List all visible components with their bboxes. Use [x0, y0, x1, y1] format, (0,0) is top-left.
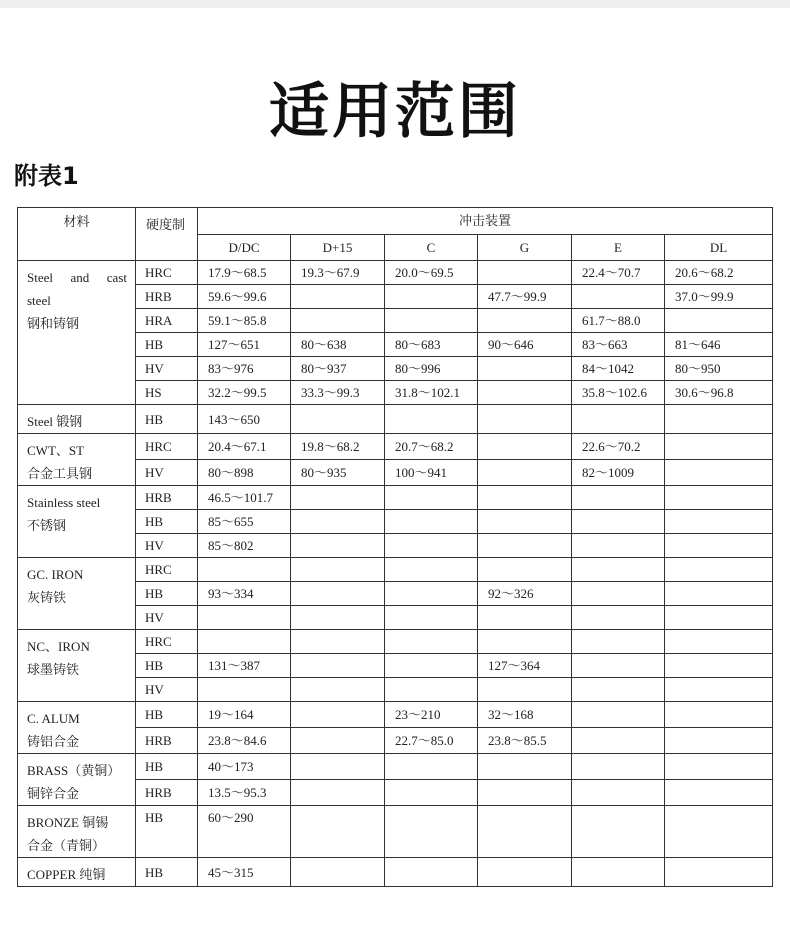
range-cell: [385, 534, 478, 558]
range-cell: 85～655: [198, 510, 291, 534]
range-cell: [385, 405, 478, 434]
range-cell: [572, 728, 665, 754]
range-cell: [385, 678, 478, 702]
hardness-scale-cell: HV: [136, 606, 198, 630]
range-cell: [385, 285, 478, 309]
range-cell: [478, 678, 572, 702]
range-cell: 22.6～70.2: [572, 434, 665, 460]
range-cell: [478, 405, 572, 434]
range-cell: [478, 780, 572, 806]
range-cell: [478, 630, 572, 654]
material-cell: [18, 434, 136, 486]
range-cell: [665, 858, 773, 887]
header-material: 材料: [18, 208, 136, 261]
range-cell: [665, 754, 773, 780]
material-cell: [18, 558, 136, 630]
range-cell: [478, 754, 572, 780]
range-cell: 84～1042: [572, 357, 665, 381]
hardness-scale-cell: HB: [136, 333, 198, 357]
range-cell: [665, 510, 773, 534]
range-cell: 80～996: [385, 357, 478, 381]
range-cell: 22.7～85.0: [385, 728, 478, 754]
range-cell: [385, 754, 478, 780]
range-cell: [385, 582, 478, 606]
range-cell: [665, 630, 773, 654]
header-hardness-scale: 硬度制: [136, 208, 198, 261]
material-label: CWT、ST: [27, 443, 85, 458]
range-cell: [478, 460, 572, 486]
range-cell: [291, 309, 385, 333]
range-cell: [385, 606, 478, 630]
hardness-scale-cell: HV: [136, 678, 198, 702]
material-cell: [18, 405, 136, 434]
range-cell: [572, 754, 665, 780]
material-label: 灰铸铁: [27, 590, 67, 605]
range-cell: [478, 534, 572, 558]
hardness-scale-cell: HB: [136, 654, 198, 678]
table-row: [18, 558, 773, 582]
range-cell: [572, 678, 665, 702]
range-cell: [572, 606, 665, 630]
hardness-scale-cell: HRC: [136, 261, 198, 285]
hardness-scale-cell: HRB: [136, 728, 198, 754]
range-cell: 131～387: [198, 654, 291, 678]
range-cell: 80～935: [291, 460, 385, 486]
range-cell: [198, 630, 291, 654]
range-cell: [385, 486, 478, 510]
range-cell: [572, 486, 665, 510]
material-label: C. ALUM: [27, 711, 80, 726]
range-cell: [572, 582, 665, 606]
range-cell: [291, 702, 385, 728]
hardness-scale-cell: HB: [136, 510, 198, 534]
range-cell: 23.8～84.6: [198, 728, 291, 754]
range-cell: [478, 510, 572, 534]
range-cell: [478, 806, 572, 858]
material-label: 钢和铸钢: [27, 316, 80, 331]
table-row: [18, 486, 773, 510]
table-row: [18, 806, 773, 858]
range-cell: [291, 534, 385, 558]
hardness-scale-cell: HRC: [136, 558, 198, 582]
range-cell: 32.2～99.5: [198, 381, 291, 405]
range-cell: [291, 654, 385, 678]
table-row: [18, 405, 773, 434]
range-cell: [572, 654, 665, 678]
hardness-scale-cell: HRC: [136, 630, 198, 654]
range-cell: [478, 309, 572, 333]
range-cell: [478, 261, 572, 285]
range-cell: 82～1009: [572, 460, 665, 486]
range-cell: [385, 558, 478, 582]
range-cell: [665, 534, 773, 558]
range-cell: [291, 858, 385, 887]
range-cell: 32～168: [478, 702, 572, 728]
range-cell: 85～802: [198, 534, 291, 558]
range-cell: 83～976: [198, 357, 291, 381]
material-label: 合金（青铜）: [27, 838, 106, 853]
table-row: [18, 630, 773, 654]
range-cell: 60～290: [198, 806, 291, 858]
range-cell: [385, 309, 478, 333]
header-device: D/DC: [198, 234, 291, 261]
material-label: 不锈钢: [27, 518, 67, 533]
range-cell: [665, 780, 773, 806]
range-cell: 13.5～95.3: [198, 780, 291, 806]
hardness-scale-cell: HV: [136, 460, 198, 486]
range-cell: [665, 582, 773, 606]
range-cell: 127～651: [198, 333, 291, 357]
material-label: 铜锌合金: [27, 786, 80, 801]
range-cell: 80～937: [291, 357, 385, 381]
range-cell: [665, 405, 773, 434]
range-cell: [478, 434, 572, 460]
range-cell: 30.6～96.8: [665, 381, 773, 405]
range-cell: 80～898: [198, 460, 291, 486]
range-cell: [572, 405, 665, 434]
material-cell: [18, 702, 136, 754]
range-cell: [291, 405, 385, 434]
hardness-scale-cell: HV: [136, 357, 198, 381]
header-device: E: [572, 234, 665, 261]
page-title: 适用范围: [269, 77, 521, 147]
range-cell: 37.0～99.9: [665, 285, 773, 309]
material-label: BRASS（黄铜）: [27, 763, 121, 778]
range-cell: [385, 858, 478, 887]
range-cell: [572, 630, 665, 654]
range-cell: 47.7～99.9: [478, 285, 572, 309]
range-cell: 59.1～85.8: [198, 309, 291, 333]
range-cell: [291, 558, 385, 582]
range-cell: [572, 510, 665, 534]
hardness-scale-cell: HRB: [136, 486, 198, 510]
hardness-scale-cell: HB: [136, 858, 198, 887]
range-cell: [198, 678, 291, 702]
range-cell: 83～663: [572, 333, 665, 357]
range-cell: [665, 460, 773, 486]
range-cell: [291, 510, 385, 534]
range-cell: [291, 754, 385, 780]
range-cell: 61.7～88.0: [572, 309, 665, 333]
header-device: DL: [665, 234, 773, 261]
hardness-scale-cell: HB: [136, 582, 198, 606]
range-cell: [385, 510, 478, 534]
range-cell: 20.0～69.5: [385, 261, 478, 285]
range-cell: [572, 858, 665, 887]
material-cell: [18, 261, 136, 405]
range-cell: [572, 534, 665, 558]
range-cell: [665, 728, 773, 754]
material-label: 合金工具钢: [27, 466, 93, 481]
hardness-scale-cell: HB: [136, 754, 198, 780]
hardness-scale-cell: HS: [136, 381, 198, 405]
range-cell: 59.6～99.6: [198, 285, 291, 309]
range-cell: [665, 486, 773, 510]
material-cell: [18, 630, 136, 702]
range-cell: [291, 630, 385, 654]
hardness-scale-cell: HRB: [136, 285, 198, 309]
range-cell: 81～646: [665, 333, 773, 357]
range-cell: 80～683: [385, 333, 478, 357]
range-cell: [291, 486, 385, 510]
table-row: [18, 261, 773, 285]
range-cell: [478, 357, 572, 381]
range-cell: 19.8～68.2: [291, 434, 385, 460]
range-cell: [291, 728, 385, 754]
range-cell: 19.3～67.9: [291, 261, 385, 285]
hardness-scale-cell: HB: [136, 806, 198, 858]
range-cell: 17.9～68.5: [198, 261, 291, 285]
hardness-scale-cell: HB: [136, 405, 198, 434]
range-cell: 92～326: [478, 582, 572, 606]
range-cell: [665, 678, 773, 702]
range-cell: [665, 558, 773, 582]
range-cell: [665, 434, 773, 460]
range-cell: 93～334: [198, 582, 291, 606]
range-cell: 143～650: [198, 405, 291, 434]
range-cell: [291, 806, 385, 858]
header-impact-device: 冲击装置: [198, 208, 773, 235]
material-label: COPPER 纯铜: [27, 867, 106, 882]
range-cell: 19～164: [198, 702, 291, 728]
header-device: D+15: [291, 234, 385, 261]
table-body: [18, 261, 773, 887]
hardness-scale-cell: HRA: [136, 309, 198, 333]
table-caption: 附表1: [14, 162, 79, 190]
range-cell: 22.4～70.7: [572, 261, 665, 285]
range-cell: [385, 630, 478, 654]
range-cell: [291, 606, 385, 630]
range-cell: 35.8～102.6: [572, 381, 665, 405]
range-cell: [291, 678, 385, 702]
range-cell: [385, 654, 478, 678]
hardness-scale-cell: HRC: [136, 434, 198, 460]
hardness-scale-cell: HV: [136, 534, 198, 558]
range-cell: [572, 558, 665, 582]
range-cell: [665, 702, 773, 728]
table-row: [18, 434, 773, 460]
material-label: Stainless steel: [27, 495, 101, 510]
range-cell: [198, 606, 291, 630]
header-device: C: [385, 234, 478, 261]
range-cell: 31.8～102.1: [385, 381, 478, 405]
range-cell: [478, 558, 572, 582]
table-row: [18, 754, 773, 780]
range-cell: [385, 780, 478, 806]
range-cell: [478, 381, 572, 405]
range-cell: [572, 780, 665, 806]
range-cell: [478, 486, 572, 510]
range-cell: [198, 558, 291, 582]
material-cell: [18, 806, 136, 858]
material-label: Steel and cast: [27, 270, 127, 285]
range-cell: [478, 858, 572, 887]
material-label: Steel 锻钢: [27, 414, 83, 429]
hardness-range-table: [17, 207, 773, 887]
range-cell: [572, 702, 665, 728]
range-cell: [665, 309, 773, 333]
material-label: 铸铝合金: [27, 734, 80, 749]
range-cell: [665, 606, 773, 630]
header-device: G: [478, 234, 572, 261]
range-cell: 20.6～68.2: [665, 261, 773, 285]
material-label: steel: [27, 293, 51, 308]
material-label: GC. IRON: [27, 567, 84, 582]
range-cell: [572, 285, 665, 309]
range-cell: 20.4～67.1: [198, 434, 291, 460]
hardness-scale-cell: HB: [136, 702, 198, 728]
range-cell: 80～638: [291, 333, 385, 357]
hardness-scale-cell: HRB: [136, 780, 198, 806]
range-cell: 40～173: [198, 754, 291, 780]
range-cell: 80～950: [665, 357, 773, 381]
range-cell: [291, 285, 385, 309]
material-label: 球墨铸铁: [27, 662, 80, 677]
range-cell: [665, 806, 773, 858]
range-cell: 23～210: [385, 702, 478, 728]
range-cell: [665, 654, 773, 678]
range-cell: [385, 806, 478, 858]
material-label: BRONZE 铜锡: [27, 815, 109, 830]
range-cell: 46.5～101.7: [198, 486, 291, 510]
material-cell: [18, 858, 136, 887]
range-cell: 23.8～85.5: [478, 728, 572, 754]
material-cell: [18, 486, 136, 558]
range-cell: [291, 582, 385, 606]
range-cell: [572, 806, 665, 858]
material-cell: [18, 754, 136, 806]
range-cell: 45～315: [198, 858, 291, 887]
range-cell: 33.3～99.3: [291, 381, 385, 405]
range-cell: [291, 780, 385, 806]
table-row: [18, 858, 773, 887]
range-cell: 20.7～68.2: [385, 434, 478, 460]
material-label: NC、IRON: [27, 639, 90, 654]
range-cell: 100～941: [385, 460, 478, 486]
range-cell: 127～364: [478, 654, 572, 678]
range-cell: 90～646: [478, 333, 572, 357]
table-row: [18, 702, 773, 728]
document-page: [0, 8, 790, 929]
range-cell: [478, 606, 572, 630]
